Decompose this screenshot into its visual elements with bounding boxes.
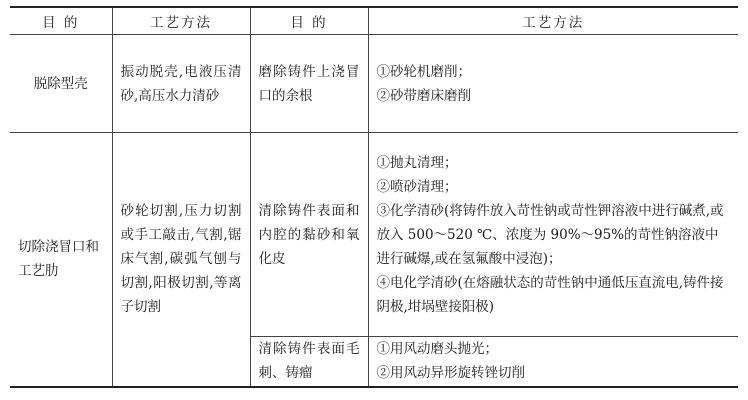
- method-line: ②用风动异形旋转锉切削: [376, 365, 525, 382]
- method-line: ①抛丸清理；: [376, 154, 458, 171]
- casting-cleaning-table: [10, 6, 738, 388]
- header-method: 工艺方法: [112, 7, 250, 35]
- method-line: ③化学清砂(将铸件放入苛性钠或苛性钾溶液中进行碱煮,或放入 500～520 ℃、浓度为 90%～95%的苛性钠溶液中进行碱爆,或在氢氟酸中浸泡)；: [376, 202, 724, 267]
- purpose-cell: 切除浇冒口和工艺肋: [10, 133, 112, 387]
- sub-method-cell: [368, 337, 738, 387]
- header-sub-purpose: 目 的: [250, 7, 368, 35]
- sub-method-cell: [368, 133, 738, 337]
- sub-purpose-cell: 磨除铸件上浇冒口的余根: [250, 35, 368, 133]
- table-row: [10, 133, 738, 337]
- table-row: [10, 35, 738, 133]
- header-purpose: 目 的: [10, 7, 112, 35]
- purpose-cell: 脱除型壳: [10, 35, 112, 133]
- sub-purpose-cell: 清除铸件表面和内腔的黏砂和氧化皮: [250, 133, 368, 337]
- method-line: ④电化学清砂(在熔融状态的苛性钠中通低压直流电,铸件接阴极,坩埚壁接阳极): [376, 274, 724, 315]
- header-row: [10, 7, 738, 35]
- sub-method-cell: [368, 35, 738, 133]
- method-line: ②喷砂清理；: [376, 178, 458, 195]
- method-cell: 振动脱壳,电液压清砂,高压水力清砂: [112, 35, 250, 133]
- sub-purpose-cell: 清除铸件表面毛刺、铸瘤: [250, 337, 368, 387]
- method-line: ①用风动磨头抛光；: [376, 341, 498, 358]
- method-cell: 砂轮切割,压力切割或手工敲击,气割,锯床气割,碳弧气刨与切割,阳极切割,等离子切割: [112, 133, 250, 387]
- method-line: ②砂带磨床磨削: [376, 87, 471, 104]
- method-line: ①砂轮机磨削；: [376, 63, 471, 80]
- header-sub-method: 工艺方法: [368, 7, 738, 35]
